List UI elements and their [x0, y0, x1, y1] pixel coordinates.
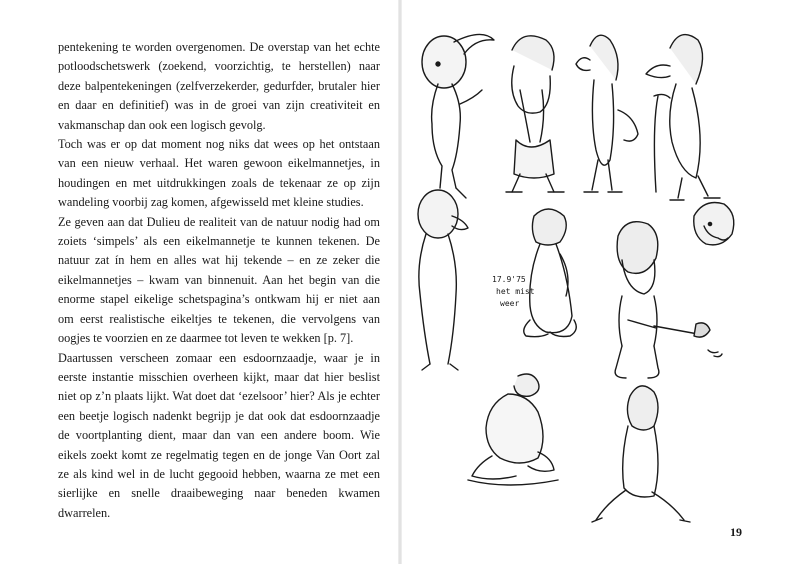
paragraph: pentekening te worden overgenomen. De overstap van het echte potloodschetswerk (zoekend, voorzichtig, te herstellen) naar deze balpentekeningen (zelfverzekerder, gedurfder, brutaler hier en daar en definitief) was in de groei van zijn creativiteit en vakmanschap dan ook een logisch gevolg.	[58, 40, 380, 132]
sketch-acorn-man-shovel	[615, 222, 722, 378]
sketch-acorn-man-5	[418, 190, 468, 370]
sketch-note-line2: het mist	[496, 287, 535, 296]
sketch-head-study	[694, 203, 734, 245]
paragraph: Toch was er op dat moment nog niks dat wees op het ontstaan van een nieuw verhaal. Het waren gewoon eikelmannetjes, in houdingen en met uitdrukkingen zoals de tekenaar ze op zijn wandeling voorbij zag komen, afgewisseld met kleine studies.	[58, 137, 380, 210]
page-number: 19	[730, 525, 742, 539]
sketch-acorn-man-1	[422, 34, 494, 208]
paragraph: Daartussen verscheen zomaar een esdoornzaadje, waar je in eerste instantie misschien overheen kijkt, maar dat hier beslist niet op z’n plaats lijkt. Wat doet dat ‘ezelsoor’ hier? Als je echter een beetje logisch nadenkt begrijp je dat ook dat esdoornzaadje de voortplanting dient, maar dan van een andere boom. Wie eikels zoekt komt ze regelmatig tegen en de jonge Van Oort zal ze als kind wel in de lucht gegooid hebben, waarna ze met een sierlijke en snelle draaibeweging naar beneden kwamen dwarrelen.	[58, 350, 380, 520]
sketch-acorn-man-standing	[592, 386, 690, 522]
sketch-acorn-man-4	[646, 35, 720, 200]
sketch-note	[492, 275, 535, 308]
sketch-note-date: 17.9'75	[492, 275, 526, 284]
sketch-acorn-man-6	[524, 209, 577, 337]
sketch-acorn-man-2	[506, 36, 564, 192]
sketch-acorn-man-3	[576, 35, 638, 192]
body-text	[58, 38, 380, 523]
sketch-note-line3: weer	[500, 299, 520, 308]
acorn-men-sketches	[408, 20, 768, 530]
sketch-acorn-man-sitting	[468, 374, 558, 485]
paragraph: Ze geven aan dat Dulieu de realiteit van de natuur nodig had om zoiets ‘simpels’ als een eikelmannetje te kunnen tekenen. De natuur zat ín hem en alles wat hij tekende – en ze zeker die eikelmannetjes – kwam van binnenuit. Aan het begin van die enorme stapel eikelige schetspagina’s ontkwam hij er niet aan om eerst realistische eikeltjes te tekenen, die vervolgens van oogjes te voorzien en ze daarmee tot leven te wekken [p. 7].	[58, 214, 380, 346]
right-page	[402, 0, 800, 564]
left-page	[0, 0, 398, 564]
